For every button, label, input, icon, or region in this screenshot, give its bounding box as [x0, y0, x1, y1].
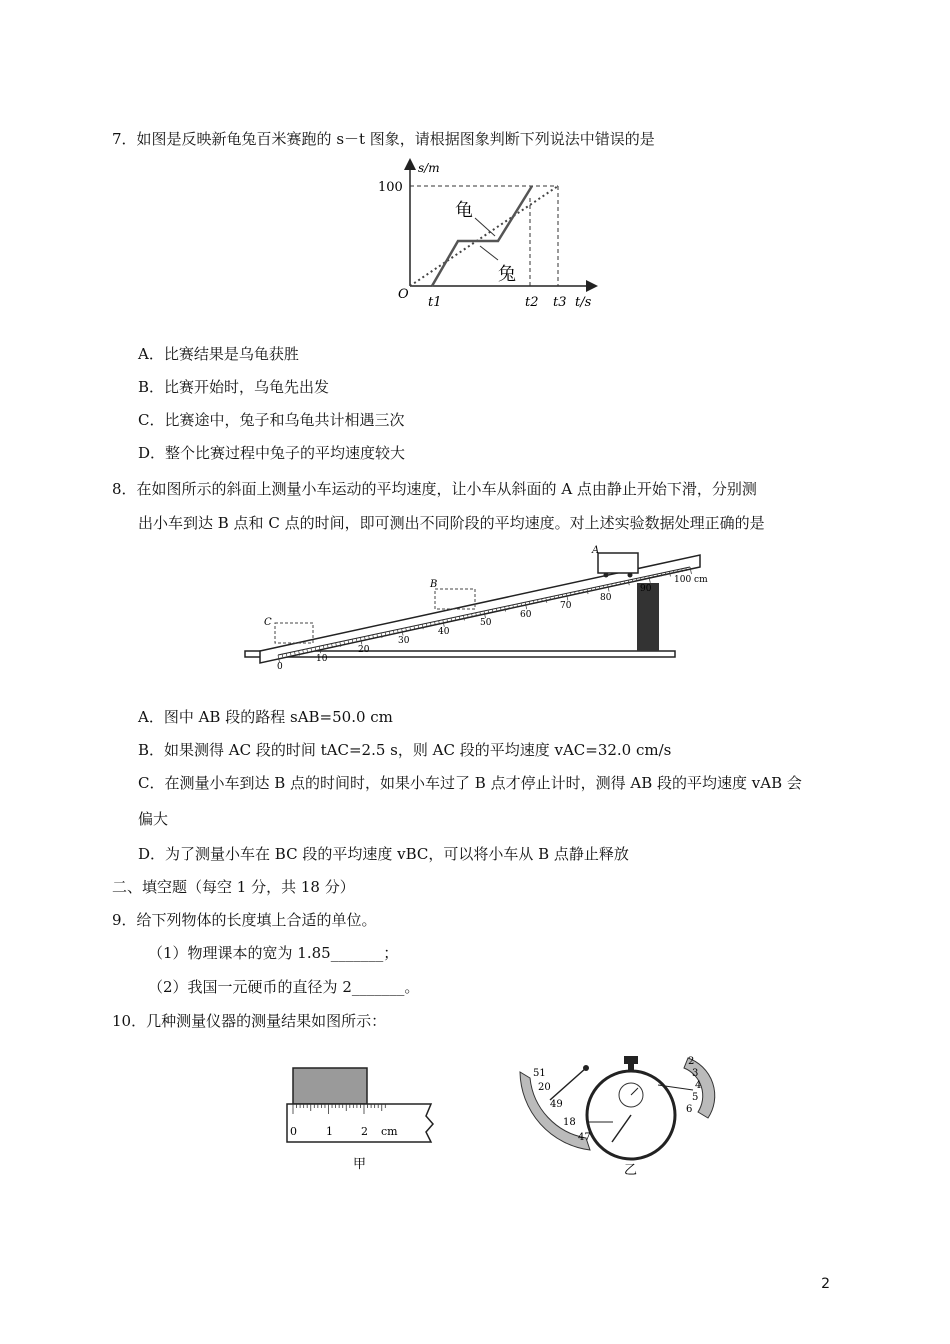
q10-jia-caption: 甲	[353, 1157, 367, 1172]
q8-tick-100: 100 cm	[674, 575, 708, 585]
q10-pointer-left	[550, 1068, 586, 1100]
q8-tick-40: 40	[438, 627, 450, 637]
q10-block	[293, 1068, 367, 1104]
q10-yi-left-51: 51	[533, 1068, 546, 1079]
q10-yi-left-49: 49	[550, 1099, 563, 1110]
q7-y-label: s/m	[418, 161, 440, 175]
q10-jia-tick-2: 2	[361, 1125, 368, 1138]
q8-tick-90: 90	[640, 584, 652, 594]
q8-tick-10: 10	[316, 654, 328, 664]
q10-yi-right-3: 3	[692, 1068, 699, 1079]
q10-yi-right-6: 6	[686, 1104, 693, 1115]
q8-tick-60: 60	[520, 610, 532, 620]
q9-item-2: （2）我国一元硬币的直径为 2_______。	[148, 978, 420, 996]
q8-tick-30: 30	[398, 636, 410, 646]
q7-rabbit-line	[432, 186, 532, 286]
q10-fig-yi-stopwatch	[508, 1050, 738, 1180]
q7-label-tortoise: 龟	[455, 200, 473, 221]
q10-stem: 10．几种测量仪器的测量结果如图所示：	[112, 1012, 387, 1030]
q10-fig-jia-ruler	[283, 1062, 443, 1177]
q7-tortoise-line	[410, 186, 558, 286]
q10-yi-left-20: 20	[538, 1082, 551, 1093]
q8-stem-line2: 出小车到达 B 点和 C 点的时间，即可测出不同阶段的平均速度。对上述实验数据处理正确的是	[138, 514, 765, 532]
q7-st-graph	[370, 158, 610, 328]
q8-stem-line1: 8．在如图所示的斜面上测量小车运动的平均速度，让小车从斜面的 A 点由静止开始下滑，分别测	[112, 480, 757, 498]
q8-option-a: A．图中 AB 段的路程 sAB=50.0 cm	[138, 708, 393, 726]
q8-tick-80: 80	[600, 593, 612, 603]
q7-option-d: D．整个比赛过程中兔子的平均速度较大	[138, 444, 406, 462]
q7-t3-label: t3	[553, 295, 567, 310]
q10-jia-tick-1: 1	[326, 1125, 333, 1138]
q8-option-c-line2: 偏大	[138, 810, 169, 828]
q8-cart-a	[598, 553, 638, 573]
q10-stopwatch-crown	[624, 1056, 638, 1064]
page-number: 2	[821, 1276, 830, 1292]
q7-pointer-tortoise	[475, 218, 495, 236]
q7-t1-label: t1	[428, 295, 442, 310]
q10-yi-left-47: 47	[578, 1132, 591, 1143]
q7-option-a: A．比赛结果是乌龟获胜	[138, 345, 299, 363]
q9-item-1: （1）物理课本的宽为 1.85_______；	[148, 944, 399, 962]
q8-option-c-line1: C．在测量小车到达 B 点的时间时，如果小车过了 B 点才停止计时，测得 AB 段的平均速度 vAB 会	[138, 774, 802, 792]
q8-label-b: B	[430, 579, 438, 590]
q7-option-c: C．比赛途中，兔子和乌龟共计相遇三次	[138, 411, 405, 429]
q7-pointer-rabbit	[480, 246, 498, 260]
q7-option-b: B．比赛开始时，乌龟先出发	[138, 378, 330, 396]
q10-yi-right-4: 4	[695, 1080, 702, 1091]
q8-label-c: C	[264, 617, 272, 628]
q10-jia-tick-0: 0	[290, 1125, 297, 1138]
q7-stem: 7．如图是反映新龟兔百米赛跑的 s－t 图象，请根据图象判断下列说法中错误的是	[112, 130, 655, 148]
q10-yi-left-18: 18	[563, 1117, 576, 1128]
q8-label-a: A	[592, 545, 600, 556]
q10-yi-right-2: 2	[688, 1056, 695, 1067]
section-2-heading: 二、填空题（每空 1 分，共 18 分）	[112, 878, 355, 896]
q8-tick-50: 50	[480, 618, 492, 628]
q7-x-label: t/s	[575, 295, 592, 310]
q8-option-b: B．如果测得 AC 段的时间 tAC=2.5 s，则 AC 段的平均速度 vAC=32.0 cm/s	[138, 741, 672, 759]
q8-tick-0: 0	[277, 662, 283, 672]
q8-tick-20: 20	[358, 645, 370, 655]
q8-tick-70: 70	[560, 601, 572, 611]
q10-jia-unit: cm	[381, 1125, 398, 1138]
q10-yi-right-5: 5	[692, 1092, 699, 1103]
q8-incline-figure	[240, 545, 708, 675]
q7-origin: O	[398, 287, 409, 302]
q10-ruler-body	[287, 1104, 433, 1142]
q10-yi-caption: 乙	[624, 1163, 638, 1178]
q9-stem: 9．给下列物体的长度填上合适的单位。	[112, 911, 377, 929]
q7-t2-label: t2	[525, 295, 539, 310]
q7-label-rabbit: 兔	[498, 264, 516, 285]
q7-y-value: 100	[378, 180, 403, 195]
q8-option-d: D．为了测量小车在 BC 段的平均速度 vBC，可以将小车从 B 点静止释放	[138, 845, 629, 863]
